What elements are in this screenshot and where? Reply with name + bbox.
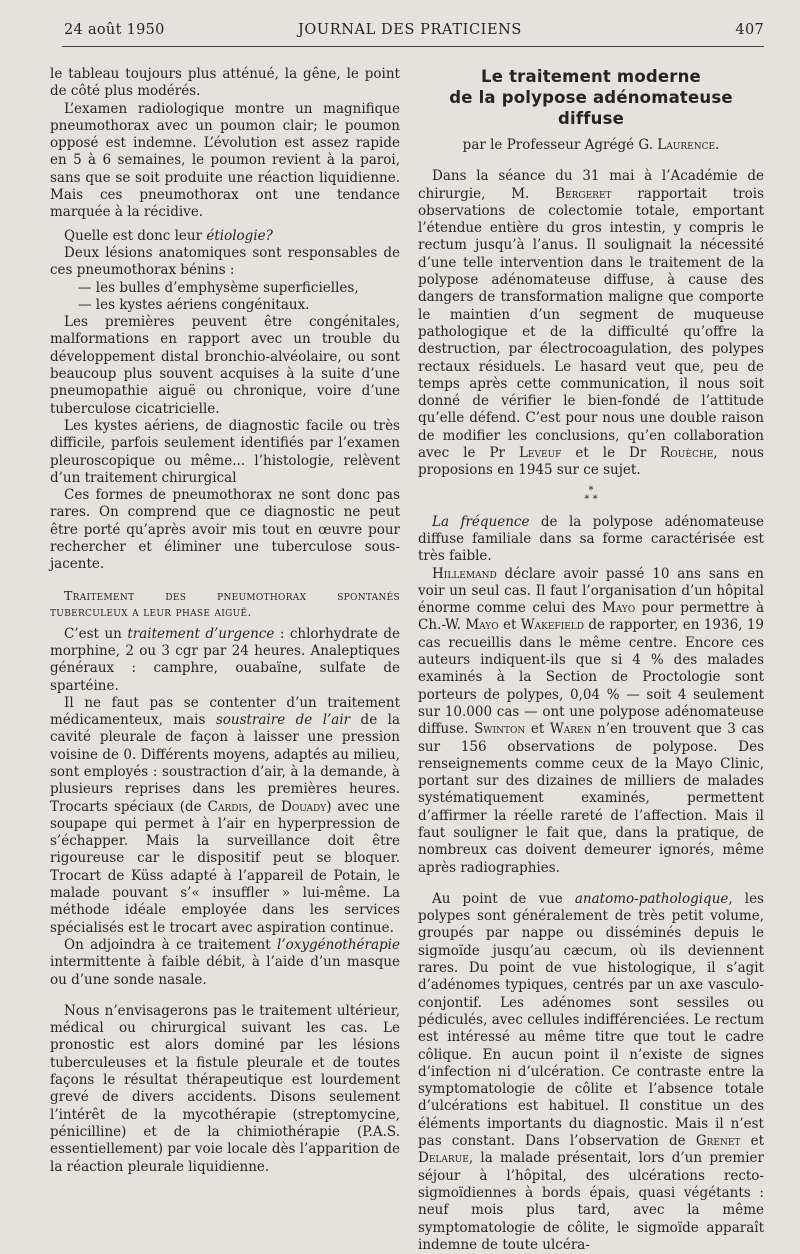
paragraph: La fréquence de la polypose adénomateuse diffuse familiale dans sa forme caractérisée est très faible. bbox=[418, 513, 764, 565]
article-byline: par le Professeur Agrégé G. Laurence. bbox=[462, 137, 720, 153]
paragraph: Dans la séance du 31 mai à l’Académie de chirurgie, M. Bergeret rapportait trois observations de colectomie totale, emportant l’étendue entière du gros intestin, y compris le rectum jusqu’à l’anus. Il soulignait la nécessité d’une telle intervention dans le traitement de la polypose adénomateuse diffuse, à cause des dangers de transformation maligne que comporte le maintien d’un segment de muqueuse pathologique et de la difficulté qu’offre la destruction, par électrocoagulation, des polypes rectaux résiduels. Le hasard veut que, peu de temps après cette communication, il nous soit donné de vérifier le bien-fondé de l’attitude qu’elle défend. C’est pour nous une double raison de modifier les conclusions, qu’en collaboration avec le Pr Leveuf et le Dr Rouèche, nous proposions en 1945 sur ce sujet. bbox=[418, 168, 764, 479]
section-separator: * * * bbox=[584, 484, 598, 505]
list-item: — les kystes aériens congénitaux. bbox=[78, 296, 310, 313]
left-column bbox=[50, 66, 401, 1175]
paragraph: On adjoindra à ce traitement l’oxygénothérapie intermittente à faible débit, à l’aide d’un masque ou d’une sonde nasale. bbox=[50, 936, 400, 988]
paragraph: Ces formes de pneumothorax ne sont donc pas rares. On comprend que ce diagnostic ne peut être porté qu’après avoir mis tout en œuvre pour rechercher et éliminer une tuberculose sous-jacente. bbox=[50, 487, 400, 573]
list-item: — les bulles d’emphysème superficielles, bbox=[78, 279, 359, 296]
paragraph: L’examen radiologique montre un magnifique pneumothorax avec un poumon clair; le poumon opposé est indemne. L’évolution est assez rapide en 5 à 6 semaines, le poumon revient à la paroi, sans que se soit produite une réaction liquidienne. Mais ces pneumothorax ont une tendance marquée à la récidive. bbox=[50, 100, 400, 221]
right-column bbox=[418, 66, 765, 1253]
paragraph: Hillemand déclare avoir passé 10 ans sans en voir un seul cas. Il faut l’organisation d’un hôpital énorme comme celui des Mayo pour permettre à Ch.-W. Mayo et Wakefield de rapporter, en 1936, 19 cas recueillis dans le même centre. Encore ces auteurs indiquent-ils que si 4 % des malades examinés à la Section de Proctologie sont porteurs de polypes, 0,04 % — soit 4 seulement sur 10.000 cas — ont une polypose adénomateuse diffuse. Swinton et Waren n’en trouvent que 3 cas sur 156 observations de polypose. Des renseignements comme ceux de la Mayo Clinic, portant sur des dizaines de milliers de malades systématiquement examinés, permettent d’affirmer la réelle rareté de l’affection. Mais il faut souligner le fait que, dans la pratique, de nombreux cas doivent demeurer ignorés, même après radiographies. bbox=[418, 565, 765, 876]
paragraph: Au point de vue anatomo-pathologique, les polypes sont généralement de très petit volume, groupés par nappe ou disséminés depuis le sigmoïde jusqu’au cæcum, où ils deviennent rares. Du point de vue histologique, il s’agit d’adénomes typiques, centrés par un axe vasculo-conjontif. Les adénomes sont sessiles ou pédiculés, avec cellules indifférenciées. Le rectum est intéressé au même titre que tout le cadre côlique. En aucun point il n’existe de signes d’infection ni d’ulcération. Ce contraste entre la symptomatologie de côlite et l’absence totale d’ulcérations est habituel. Il constitue un des éléments importants du diagnostic. Mais il n’est pas constant. Dans l’observation de Grenet et Delarue, la malade présentait, lors d’un premier séjour à l’hôpital, des ulcérations recto-sigmoïdiennes à bords épais, quasi végétants : neuf mois plus tard, avec la même symptomatologie de côlite, le sigmoïde apparaît indemne de toute ulcéra- bbox=[418, 890, 764, 1253]
running-header bbox=[64, 22, 764, 42]
header-rule bbox=[62, 46, 764, 47]
paragraph: le tableau toujours plus atténué, la gêne, le point de côté plus modérés. bbox=[50, 66, 400, 100]
section-heading: Traitement des pneumothorax spontanés tuberculeux a leur phase aiguë. bbox=[50, 587, 400, 619]
paragraph: Les kystes aériens, de diagnostic facile ou très difficile, parfois seulement identifiés par l’examen pleuroscopique ou même... l’histologie, relèvent d’un traitement chirurgical bbox=[50, 417, 400, 486]
paragraph: Il ne faut pas se contenter d’un traitement médicamenteux, mais soustraire de l’air de la cavité pleurale de façon à laisser une pression voisine de 0. Différents moyens, adaptés au milieu, sont employés : soustraction d’air, à la demande, à plusieurs reprises dans les premières heures. Trocarts spéciaux (de Cardis, de Douady) avec une soupape qui permet à l’air en hyperpression de s’échapper. Mais la surveillance doit être rigoureuse car le dispositif peut se bloquer. Trocart de Küss adapté à l’appareil de Potain, le malade pouvant s’« insuffler » lui-même. La méthode idéale employée dans les services spécialisés est le trocart avec aspiration continue. bbox=[50, 694, 400, 936]
paragraph: Nous n’envisagerons pas le traitement ultérieur, médical ou chirurgical suivant les cas. Le pronostic est alors dominé par les lésions tuberculeuses et la fistule pleurale et de toutes façons le résultat thérapeutique est lourdement grevé de divers accidents. Disons seulement l’intérêt de la mycothérapie (streptomycine, pénicilline) et de la chimiothérapie (P.A.S. essentiellement) par voie locale dès l’apparition de la réaction pleurale liquidienne. bbox=[50, 1002, 400, 1175]
header-page-number: 407 bbox=[735, 22, 764, 38]
paragraph: Quelle est donc leur étiologie? bbox=[64, 227, 273, 244]
header-date: 24 août 1950 bbox=[64, 22, 165, 38]
article-title-line: de la polypose adénomateuse diffuse bbox=[449, 88, 733, 128]
article-title bbox=[418, 66, 764, 129]
paragraph: Les premières peuvent être congénitales, malformations en rapport avec un trouble du développement distal bronchio-alvéolaire, ou sont beaucoup plus souvent acquises à la suite d’une pneumopathie aiguë ou chronique, voire d’une tuberculose cicatricielle. bbox=[50, 314, 400, 417]
article-title-line: Le traitement moderne bbox=[481, 67, 701, 86]
paragraph: C’est un traitement d’urgence : chlorhydrate de morphine, 2 ou 3 cgr par 24 heures. Analeptiques généraux : camphre, ouabaïne, sulfate de spartéine. bbox=[50, 625, 401, 694]
header-journal-title: JOURNAL DES PRATICIENS bbox=[298, 22, 522, 38]
paragraph: Deux lésions anatomiques sont responsables de ces pneumothorax bénins : bbox=[50, 244, 400, 279]
